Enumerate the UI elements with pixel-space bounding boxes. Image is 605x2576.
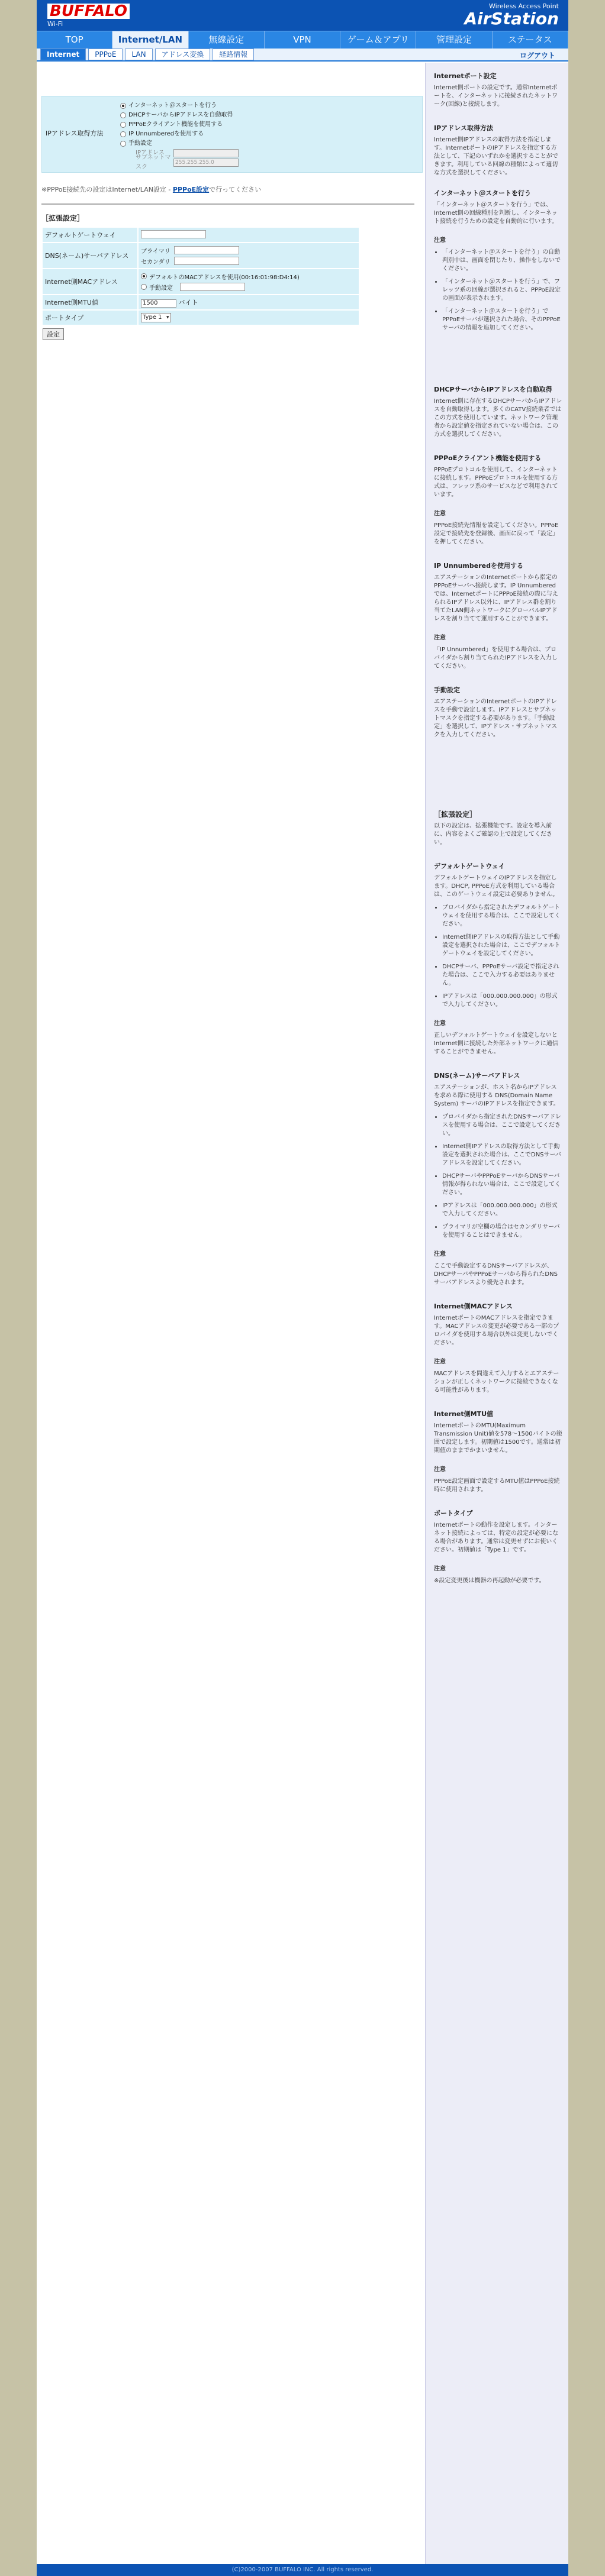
subtab-pppoe[interactable]: PPPoE [88, 49, 123, 60]
footer: (C)2000-2007 BUFFALO INC. All rights reserved. [37, 2564, 568, 2576]
advanced-table [41, 227, 360, 326]
dns-label: DNS(ネーム)サーバアドレス [43, 243, 137, 268]
help-section: PPPoEクライアント機能を使用する PPPoEプロトコルを使用して、インターネットに接続します。PPPoEプロトコルを使用する方式は、フレッツ系のサービスなどで利用されています。 注意 PPPoE接続先情報を設定してください。PPPoE設定で接続先を登録後、画面に戻って「設定」を押してください。 [434, 454, 559, 545]
help-section: 手動設定 エアステーションのInternetポートのIPアドレスを手動で設定します。IPアドレスとサブネットマスクを指定する必要があります。「手動設定」を選択して、IPアドレス・サブネットマスクを入力してください。 [434, 686, 558, 738]
manual-mask-row: サブネットマスク 255.255.255.0 [120, 158, 422, 167]
radio-icon[interactable] [120, 131, 126, 137]
help-panel: Internetポート設定 Internet側ポートの設定です。通常Internetポートを、インターネットに接続されたネットワーク(回線)と接続します。 IPアドレス取得方法 Internet側IPアドレスの取得方法を指定します。InternetポートのIPアドレスを指定する方法として、下記のいずれかを選択することができます。利用している回線の種類によって適切な方式を選択してください。 インターネット＠スタートを行う 「インターネット＠スタートを行う」では、Internet側の回線種別を判断し、インターネット接続を行うための設定を自動的に行います。 注意 • 「インターネット＠スタートを行う」の自動判別中は、画面を閉じたり、操作をしないでください。 • 「インターネット＠スタートを行う」で、フレッツ系の回線が選択されると、PPPoE設定の画面が表示されます。 • 「インターネット＠スタートを行う」でPPPoEサーバが選択された場合、そのPPPoEサーバの情報を追加してください。 DHCPサーバからIPアドレスを自動取得 Internet側に存在するDHCPサーバからIPアドレスを自動取得します。多くのCATV接続業者ではこの方式を使用しています。ネットワーク管理者から設定値を指定されていない場合は、この方式を選択してください。 PPPoEクライアント機能を使用する PPPoEプロトコルを使用して、インターネットに接続します。PPPoEプロトコルを使用する方式は、フレッツ系のサービスなどで利用されています。 注意 PPPoE接続先情報を設定してください。PPPoE設定で接続先を登録後、画面に戻って「設定」を押してください。 IP Unnumberedを使用する エアステーションのInternetポートから指定のPPPoEサーバへ接続します。IP Unnumbered では、InternetポートにPPPoE接続の際に与えられるIPアドレス以外に、IPアドレス群を割り当てたLAN側ネットワークにグローバルIPアドレスを割り当てて運用することができます。 注意 「IP Unnumbered」を使用する場合は、プロバイダから割り当てられたIPアドレスを入力してください。 手動設定 エアステーションのInternetポートのIPアドレスを手動で設定します。IPアドレスとサブネットマスクを指定する必要があります。「手動設定」を選択して、IPアドレス・サブネットマスクを入力してください。 ［拡張設定］ 以下の設定は、拡張機能です。設定を導入前に、内容をよくご確認の上で設定してください。 デフォルトゲートウェイ デフォルトゲートウェイのIPアドレスを指定します。DHCP, PPPoE方式を利用している場合は、このゲートウェイ設定は必要ありません。 • プロバイダから指定されたデフォルトゲートウェイを使用する場合は、ここで設定してください。 • Internet側IPアドレスの取得方法として手動設定を選択された場合は、ここでデフォルトゲートウェイを設定してください。 • DHCPサーバ、PPPoEサーバ設定で指定された場合は、ここで入力する必要はありません。 • IPアドレスは「000.000.000.000」の形式で入力してください。 注意 正しいデフォルトゲートウェイを設定しないとInternet側に接続した外部ネットワークに通信することができません。 DNS(ネーム)サーバアドレス エアステーションが、ホスト名からIPアドレスを求める際に使用する DNS(Domain Name System) サーバのIPアドレスを指定できます。 • プロバイダから指定されたDNSサーバアドレスを使用する場合は、ここで設定してください。 • Internet側IPアドレスの取得方法として手動設定を選択された場合は、ここでDNSサーバアドレスを設定してください。 • DHCPサーバやPPPoEサーバからDNSサーバ情報が得られない場合は、ここで設定してください。 • IPアドレスは「000.000.000.000」の形式で入力してください。 • プライマリが空欄の場合はセカンダリサーバを使用することはできません。 注意 ここで手動設定するDNSサーバアドレスが、DHCPサーバやPPPoEサーバから得られたDNSサーバアドレスより優先されます。 Internet側MACアドレス InternetポートのMACアドレスを指定できます。MACアドレスの変更が必要である一部のプロバイダを使用する場合以外は変更しないでください。 注意 MACアドレスを間違えて入力するとエアステーションが正しくネットワークに接続できなくなる可能性があります。 Internet側MTU値 InternetポートのMTU(Maximum Transmission Unit)値を578～1500バイトの範囲で設定します。初期値は1500です。通常は初期値のままでかまいません。 注意 PPPoE設定画面で設定するMTU値はPPPoE接続時に使用されます。 ポートタイプ Internetポートの動作を設定します。インターネット接続によっては、特定の設定が必要になる場合があります。通常は変更せずにお使いください。初期値は「Type 1」です。 注意 ※設定変更後は機器の再起動が必要です。 [425, 63, 568, 2576]
pppoe-settings-link[interactable]: PPPoE設定 [172, 186, 210, 193]
set-button[interactable]: 設定 [43, 328, 64, 340]
table-row: Internet側MTU値 1500 バイト [43, 295, 359, 309]
table-row [43, 228, 359, 242]
table-row: Internet側MACアドレス デフォルトのMACアドレスを使用(00:16:01:98:D4:14) 手動設定 [43, 269, 359, 294]
list-item: • 「インターネット＠スタートを行う」でPPPoEサーバが選択された場合、そのPPPoEサーバの情報を追加してください。 [442, 308, 562, 332]
help-section: Internet側MTU値 InternetポートのMTU(Maximum Transmission Unit)値を578～1500バイトの範囲で設定します。初期値は1500です。通常は初期値のままでかまいません。 注意 PPPoE設定画面で設定するMTU値はPPPoE接続時に使用されます。 [434, 1410, 562, 1493]
subtab-address-translation[interactable]: アドレス変換 [155, 49, 211, 60]
mac-manual-input[interactable] [180, 283, 245, 291]
port-type-select[interactable]: Type 1 ▾ [141, 313, 171, 322]
brand-logo: BUFFALO [47, 4, 130, 19]
ip-method-label: IPアドレス取得方法 [46, 130, 104, 137]
mtu-input[interactable]: 1500 [141, 299, 176, 308]
subtab-routing[interactable]: 経路情報 [213, 49, 254, 60]
radio-icon[interactable] [120, 141, 126, 147]
tab-wireless[interactable]: 無線設定 [189, 31, 265, 49]
page-frame [37, 0, 568, 2576]
help-section: Internet側MACアドレス InternetポートのMACアドレスを指定できます。MACアドレスの変更が必要である一部のプロバイダを使用する場合以外は変更しないでください。 注意 MACアドレスを間違えて入力するとエアステーションが正しくネットワークに接続できなくなる可能性があります。 [434, 1302, 559, 1394]
list-item: • DHCPサーバやPPPoEサーバからDNSサーバ情報が得られない場合は、ここで設定してください。 [442, 1172, 562, 1197]
ip-method-options [118, 96, 422, 172]
tab-internet-lan[interactable]: Internet/LAN [112, 31, 188, 49]
product-name: AirStation [464, 9, 559, 28]
list-item: • プロバイダから指定されたDNSサーバアドレスを使用する場合は、ここで設定してください。 [442, 1113, 562, 1138]
ip-option-pppoe[interactable]: PPPoEクライアント機能を使用する [120, 120, 422, 130]
tab-admin[interactable]: 管理設定 [416, 31, 492, 49]
port-type-label: ポートタイプ [43, 311, 137, 325]
list-item: • 「インターネット＠スタートを行う」で、フレッツ系の回線が選択されると、PPPoE設定の画面が表示されます。 [442, 278, 562, 303]
help-section: DNS(ネーム)サーバアドレス エアステーションが、ホスト名からIPアドレスを求める際に使用する DNS(Domain Name System) サーバのIPアドレスを指定できます。 • プロバイダから指定されたDNSサーバアドレスを使用する場合は、ここで設定してください。 • Internet側IPアドレスの取得方法として手動設定を選択された場合は、ここでDNSサーバアドレスを設定してください。 • DHCPサーバやPPPoEサーバからDNSサーバ情報が得られない場合は、ここで設定してください。 • IPアドレスは「000.000.000.000」の形式で入力してください。 • プライマリが空欄の場合はセカンダリサーバを使用することはできません。 注意 ここで手動設定するDNSサーバアドレスが、DHCPサーバやPPPoEサーバから得られたDNSサーバアドレスより優先されます。 [434, 1072, 562, 1287]
mac-manual-radio[interactable] [141, 284, 147, 290]
main-content [37, 63, 425, 340]
pppoe-note: ※PPPoE接続先の設定はInternet/LAN設定 - PPPoE設定で行ってください [41, 186, 262, 193]
help-section: ポートタイプ Internetポートの動作を設定します。インターネット接続によっては、特定の設定が必要になる場合があります。通常は変更せずにお使いください。初期値は「Type 1」です。 注意 ※設定変更後は機器の再起動が必要です。 [434, 1510, 558, 1584]
list-item: • 「インターネット＠スタートを行う」の自動判別中は、画面を閉じたり、操作をしないでください。 [442, 248, 562, 273]
radio-icon[interactable] [120, 122, 126, 128]
subtab-lan[interactable]: LAN [125, 49, 152, 60]
product [464, 2, 559, 28]
manual-ip-row: IPアドレス [120, 148, 422, 158]
divider [41, 203, 414, 205]
help-section: IP Unnumberedを使用する エアステーションのInternetポートから指定のPPPoEサーバへ接続します。IP Unnumbered では、InternetポートにPPPoE接続の際に与えられるIPアドレス以外に、IPアドレス群を割り当てたLAN側ネットワークにグローバルIPアドレスを割り当てて運用することができます。 注意 「IP Unnumbered」を使用する場合は、プロバイダから割り当てられたIPアドレスを入力してください。 [434, 562, 558, 670]
tab-vpn[interactable]: VPN [265, 31, 340, 49]
dns-primary-input[interactable] [174, 246, 239, 254]
brand [47, 4, 130, 28]
radio-icon[interactable] [120, 103, 126, 109]
ip-option-unnumbered[interactable]: IP Unnumberedを使用する [120, 130, 422, 139]
table-row: DNS(ネーム)サーバアドレス プライマリ セカンダリ [43, 243, 359, 268]
brand-sub: Wi-Fi [47, 20, 63, 28]
gateway-input[interactable] [141, 230, 206, 238]
table-row [43, 311, 359, 325]
list-item: • DHCPサーバ、PPPoEサーバ設定で指定された場合は、ここで入力する必要はありません。 [442, 963, 562, 988]
list-item: • プロバイダから指定されたデフォルトゲートウェイを使用する場合は、ここで設定してください。 [442, 904, 562, 929]
header [37, 0, 568, 31]
mac-default-radio[interactable] [141, 273, 147, 279]
tab-top[interactable]: TOP [37, 31, 112, 49]
dns-secondary-input[interactable] [174, 257, 239, 265]
help-section: ［拡張設定］ 以下の設定は、拡張機能です。設定を導入前に、内容をよくご確認の上で設定してください。 [434, 810, 552, 846]
list-item: • プライマリが空欄の場合はセカンダリサーバを使用することはできません。 [442, 1223, 562, 1240]
list-item: • Internet側IPアドレスの取得方法として手動設定を選択された場合は、ここでデフォルトゲートウェイを設定してください。 [442, 933, 562, 958]
list-item: • Internet側IPアドレスの取得方法として手動設定を選択された場合は、ここでDNSサーバアドレスを設定してください。 [442, 1143, 562, 1168]
main-tabs [37, 31, 568, 49]
gateway-label: デフォルトゲートウェイ [43, 228, 137, 242]
mac-label: Internet側MACアドレス [43, 269, 137, 294]
help-notes-list [434, 248, 562, 332]
tab-status[interactable]: ステータス [493, 31, 568, 49]
list-item: • IPアドレスは「000.000.000.000」の形式で入力してください。 [442, 993, 562, 1009]
help-title: Internetポート設定 [434, 72, 497, 80]
help-section: デフォルトゲートウェイ デフォルトゲートウェイのIPアドレスを指定します。DHCP, PPPoE方式を利用している場合は、このゲートウェイ設定は必要ありません。 • プロバイダから指定されたデフォルトゲートウェイを使用する場合は、ここで設定してください。 • Internet側IPアドレスの取得方法として手動設定を選択された場合は、ここでデフォルトゲートウェイを設定してください。 • DHCPサーバ、PPPoEサーバ設定で指定された場合は、ここで入力する必要はありません。 • IPアドレスは「000.000.000.000」の形式で入力してください。 注意 正しいデフォルトゲートウェイを設定しないとInternet側に接続した外部ネットワークに通信することができません。 [434, 862, 562, 1056]
manual-ip-input[interactable] [173, 149, 239, 157]
sub-tabs [37, 49, 568, 62]
ip-option-dhcp[interactable]: DHCPサーバからIPアドレスを自動取得 [120, 111, 422, 120]
mtu-label: Internet側MTU値 [43, 295, 137, 309]
subtab-internet[interactable]: Internet [40, 49, 86, 60]
product-subtitle: Wireless Access Point [489, 2, 559, 10]
advanced-title: ［拡張設定］ [41, 214, 85, 222]
list-item: • IPアドレスは「000.000.000.000」の形式で入力してください。 [442, 1202, 562, 1218]
radio-icon[interactable] [120, 112, 126, 118]
ip-method-box [41, 96, 423, 173]
manual-mask-select[interactable]: 255.255.255.0 [173, 159, 239, 167]
ip-option-internet-start[interactable]: インターネット＠スタートを行う [120, 101, 422, 111]
logout-link[interactable]: ログアウト [519, 51, 555, 60]
help-section: IPアドレス取得方法 Internet側IPアドレスの取得方法を指定します。InternetポートのIPアドレスを指定する方法として、下記のいずれかを選択することができます。利用している回線の種類によって適切な方式を選択してください。 インターネット＠スタートを行う 「インターネット＠スタートを行う」では、Internet側の回線種別を判断し、インターネット接続を行うための設定を自動的に行います。 注意 • 「インターネット＠スタートを行う」の自動判別中は、画面を閉じたり、操作をしないでください。 • 「インターネット＠スタートを行う」で、フレッツ系の回線が選択されると、PPPoE設定の画面が表示されます。 • 「インターネット＠スタートを行う」でPPPoEサーバが選択された場合、そのPPPoEサーバの情報を追加してください。 [434, 124, 562, 332]
tab-game-app[interactable]: ゲーム＆アプリ [340, 31, 416, 49]
ip-option-manual[interactable]: 手動設定 [120, 139, 422, 148]
help-section: DHCPサーバからIPアドレスを自動取得 Internet側に存在するDHCPサーバからIPアドレスを自動取得します。多くのCATV接続業者ではこの方式を使用しています。ネットワーク管理者から設定値を指定されていない場合は、この方式を選択してください。 [434, 386, 562, 438]
